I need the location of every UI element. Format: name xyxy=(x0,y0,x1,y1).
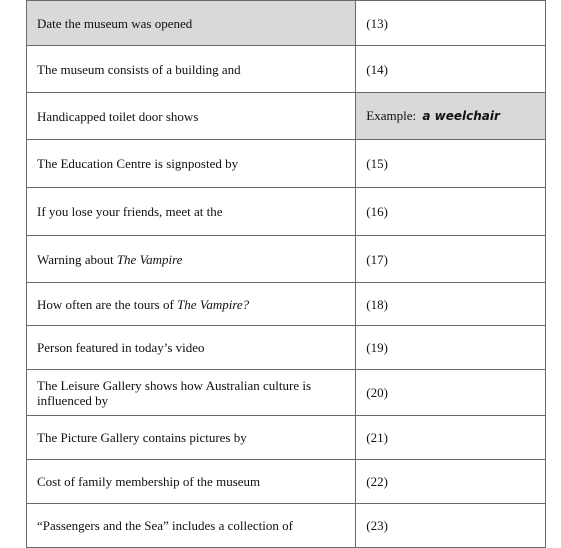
answer-cell[interactable]: (20) xyxy=(356,370,546,416)
question-cell: “Passengers and the Sea” includes a collection of xyxy=(27,504,356,548)
question-cell xyxy=(27,283,356,326)
answer-cell[interactable]: (22) xyxy=(356,460,546,504)
question-cell: Person featured in today’s video xyxy=(27,326,356,370)
table-row xyxy=(27,188,546,236)
table-row xyxy=(27,460,546,504)
example-label: Example: xyxy=(366,108,417,123)
table-row xyxy=(27,326,546,370)
question-text: How often are the tours of xyxy=(37,296,178,312)
table-row xyxy=(27,140,546,188)
question-cell: The Leisure Gallery shows how Australian culture is influenced by xyxy=(27,370,356,416)
table-row xyxy=(27,504,546,548)
table-row xyxy=(27,1,546,46)
question-cell: The museum consists of a building and xyxy=(27,46,356,93)
example-value: a weelchair xyxy=(422,109,500,123)
title-emphasis: The Vampire? xyxy=(177,296,250,312)
table-row xyxy=(27,236,546,283)
answer-cell[interactable]: (14) xyxy=(356,46,546,93)
question-cell: The Picture Gallery contains pictures by xyxy=(27,416,356,460)
question-cell xyxy=(27,236,356,283)
question-text: Warning about xyxy=(37,251,117,267)
question-cell: If you lose your friends, meet at the xyxy=(27,188,356,236)
question-cell: The Education Centre is signposted by xyxy=(27,140,356,188)
answer-cell[interactable]: (13) xyxy=(356,1,546,46)
question-cell: Cost of family membership of the museum xyxy=(27,460,356,504)
title-emphasis: The Vampire xyxy=(116,251,183,267)
table-row xyxy=(27,283,546,326)
answer-cell[interactable]: (17) xyxy=(356,236,546,283)
question-cell: Date the museum was opened xyxy=(27,1,356,46)
answer-cell[interactable]: (19) xyxy=(356,326,546,370)
table-row xyxy=(27,93,546,140)
question-cell: Handicapped toilet door shows xyxy=(27,93,356,140)
answer-cell[interactable]: (15) xyxy=(356,140,546,188)
questions-table xyxy=(26,0,546,548)
table-row xyxy=(27,370,546,416)
answer-cell[interactable]: (23) xyxy=(356,504,546,548)
table-row xyxy=(27,416,546,460)
example-answer-cell xyxy=(356,93,546,140)
answer-cell[interactable]: (18) xyxy=(356,283,546,326)
answer-cell[interactable]: (21) xyxy=(356,416,546,460)
answer-cell[interactable]: (16) xyxy=(356,188,546,236)
table-row xyxy=(27,46,546,93)
